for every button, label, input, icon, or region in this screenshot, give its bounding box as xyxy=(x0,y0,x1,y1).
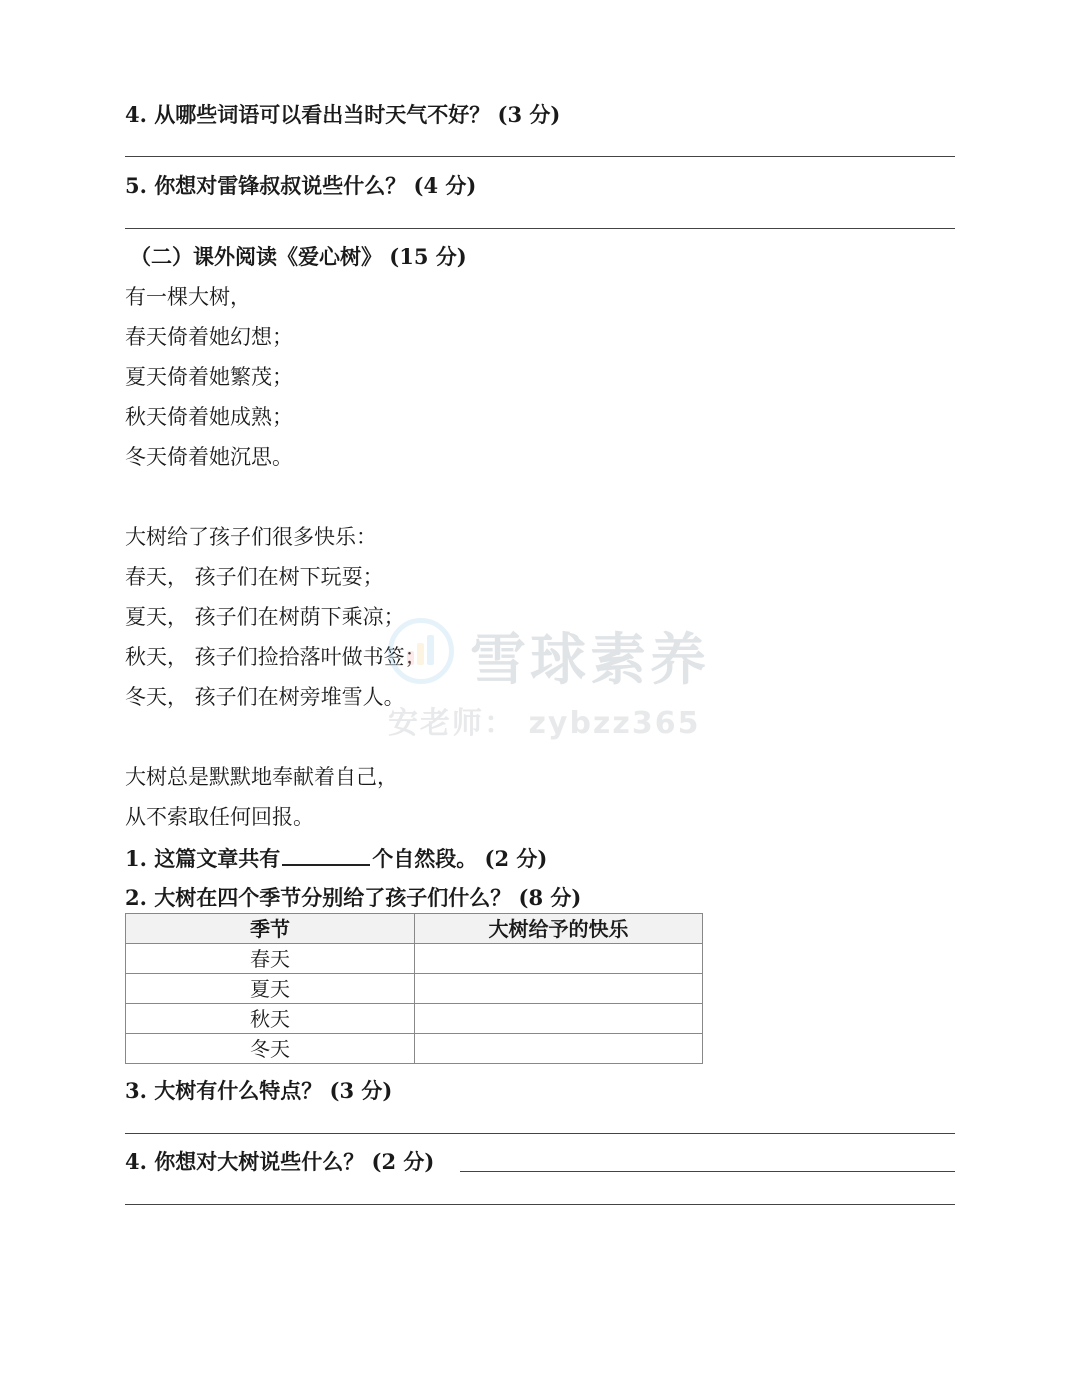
poem-line: 春天， 孩子们在树下玩耍； xyxy=(125,565,384,589)
table-header-joy: 大树给予的快乐 xyxy=(415,914,703,944)
poem-line: 秋天倚着她成熟； xyxy=(125,405,293,429)
poem-line: 大树总是默默地奉献着自己， xyxy=(125,765,398,789)
answer-line xyxy=(125,228,955,229)
table-row xyxy=(126,1034,703,1064)
answer-line xyxy=(125,156,955,157)
seasons-table xyxy=(125,913,703,1064)
watermark xyxy=(388,612,718,742)
fill-in-blank[interactable] xyxy=(282,844,370,866)
answer-line xyxy=(125,1204,955,1205)
poem-line: 冬天， 孩子们在树旁堆雪人。 xyxy=(125,685,405,709)
question-1-text: 1. 这篇文章共有 xyxy=(125,846,281,871)
season-cell: 冬天 xyxy=(126,1034,415,1064)
poem-line: 春天倚着她幻想； xyxy=(125,325,293,349)
poem-line: 从不索取任何回报。 xyxy=(125,805,314,829)
table-row xyxy=(126,974,703,1004)
poem-line: 秋天， 孩子们捡拾落叶做书签； xyxy=(125,645,426,669)
poem-line: 有一棵大树， xyxy=(125,285,251,309)
question-5-leifeng: 5. 你想对雷锋叔叔说些什么？ (4 分) xyxy=(125,173,477,198)
section-heading: （二）课外阅读《爱心树》 (15 分) xyxy=(130,244,467,269)
table-header-row xyxy=(126,914,703,944)
table-row xyxy=(126,944,703,974)
question-1-text-end: 个自然段。 (2 分) xyxy=(372,846,548,871)
watermark-title: 雪球素养 xyxy=(470,628,710,693)
answer-line-inline xyxy=(460,1171,955,1172)
answer-cell[interactable] xyxy=(415,974,703,1004)
answer-cell[interactable] xyxy=(415,1004,703,1034)
question-1-paragraphs xyxy=(125,844,547,873)
season-cell: 春天 xyxy=(126,944,415,974)
answer-line xyxy=(125,1133,955,1134)
table-header-season: 季节 xyxy=(126,914,415,944)
watermark-subtitle: 安老师： zybzz365 xyxy=(388,706,701,741)
poem-line: 夏天， 孩子们在树荫下乘凉； xyxy=(125,605,405,629)
poem-line: 夏天倚着她繁茂； xyxy=(125,365,293,389)
answer-cell[interactable] xyxy=(415,944,703,974)
answer-cell[interactable] xyxy=(415,1034,703,1064)
question-4-tree-message: 4. 你想对大树说些什么？ (2 分) xyxy=(125,1149,435,1174)
question-4-weather: 4. 从哪些词语可以看出当时天气不好？ (3 分) xyxy=(125,102,561,127)
poem-line: 冬天倚着她沉思。 xyxy=(125,445,293,469)
question-2-seasons: 2. 大树在四个季节分别给了孩子们什么？ (8 分) xyxy=(125,885,582,910)
season-cell: 秋天 xyxy=(126,1004,415,1034)
season-cell: 夏天 xyxy=(126,974,415,1004)
question-3-tree-traits: 3. 大树有什么特点？ (3 分) xyxy=(125,1078,393,1103)
poem-line: 大树给了孩子们很多快乐： xyxy=(125,525,377,549)
table-row xyxy=(126,1004,703,1034)
